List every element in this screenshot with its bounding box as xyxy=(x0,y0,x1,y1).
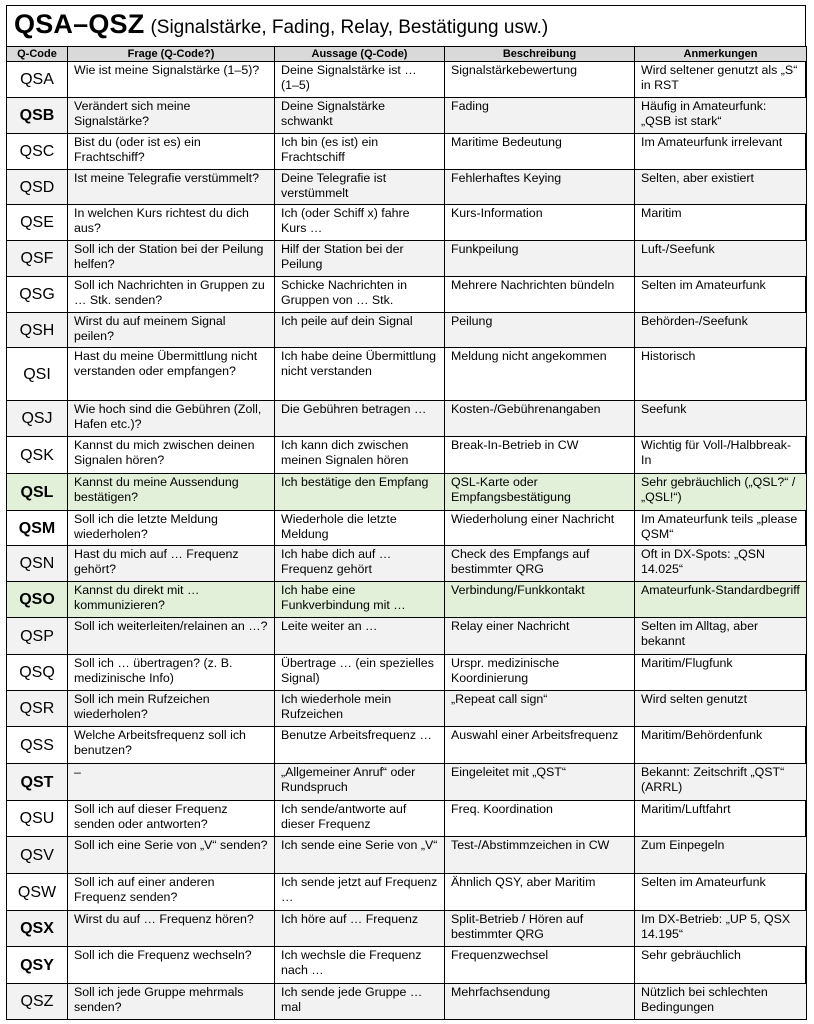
cell-frage: Ist meine Telegrafie verstümmelt? xyxy=(68,170,275,205)
cell-aussage: Ich peile auf dein Signal xyxy=(275,313,445,348)
cell-code: QST xyxy=(7,764,68,801)
cell-beschreibung: Mehrere Nachrichten bündeln xyxy=(445,277,635,313)
cell-code: QSE xyxy=(7,205,68,241)
cell-aussage: Wiederhole die letzte Meldung xyxy=(275,511,445,546)
cell-beschreibung: Freq. Koordination xyxy=(445,801,635,837)
cell-code: QSN xyxy=(7,546,68,582)
cell-anmerkungen: Luft-/Seefunk xyxy=(635,241,807,277)
table-row xyxy=(7,911,807,947)
cell-code: QSC xyxy=(7,134,68,170)
header-frage: Frage (Q-Code?) xyxy=(68,47,275,62)
cell-frage: Verändert sich meine Signalstärke? xyxy=(68,98,275,134)
cell-anmerkungen: Amateurfunk-Standardbegriff xyxy=(635,582,807,618)
cell-aussage: „Allgemeiner Anruf“ oder Rundspruch xyxy=(275,764,445,801)
cell-code: QSA xyxy=(7,62,68,98)
cell-aussage: Ich sende jede Gruppe … mal xyxy=(275,984,445,1020)
cell-beschreibung: Signalstärkebewertung xyxy=(445,62,635,98)
header-beschreibung: Beschreibung xyxy=(445,47,635,62)
page-title xyxy=(14,9,548,43)
cell-beschreibung: Kosten-/Gebührenangaben xyxy=(445,401,635,437)
table-row xyxy=(7,618,807,655)
table-row xyxy=(7,546,807,582)
cell-aussage: Schicke Nachrichten in Gruppen von … Stk. xyxy=(275,277,445,313)
cell-anmerkungen: Im DX-Betrieb: „UP 5, QSX 14.195“ xyxy=(635,911,807,947)
cell-anmerkungen: Selten, aber existiert xyxy=(635,170,807,205)
header-anmerkungen: Anmerkungen xyxy=(635,47,807,62)
cell-beschreibung: Peilung xyxy=(445,313,635,348)
cell-frage: – xyxy=(68,764,275,801)
cell-code: QSJ xyxy=(7,401,68,437)
cell-aussage: Deine Telegrafie ist verstümmelt xyxy=(275,170,445,205)
cell-anmerkungen: Nützlich bei schlechten Bedingungen xyxy=(635,984,807,1020)
cell-aussage: Leite weiter an … xyxy=(275,618,445,655)
cell-frage: Soll ich auf einer anderen Frequenz senden? xyxy=(68,874,275,911)
table-row xyxy=(7,348,807,401)
cell-frage: Hast du meine Übermittlung nicht verstanden oder empfangen? xyxy=(68,348,275,401)
table-row xyxy=(7,134,807,170)
cell-code: QSW xyxy=(7,874,68,911)
cell-beschreibung: Fehlerhaftes Keying xyxy=(445,170,635,205)
cell-code: QSR xyxy=(7,691,68,727)
cell-frage: Soll ich der Station bei der Peilung helfen? xyxy=(68,241,275,277)
table-row xyxy=(7,764,807,801)
cell-frage: Soll ich weiterleiten/relainen an …? xyxy=(68,618,275,655)
cell-beschreibung: Meldung nicht angekommen xyxy=(445,348,635,401)
cell-frage: Soll ich die Frequenz wechseln? xyxy=(68,947,275,984)
cell-code: QSB xyxy=(7,98,68,134)
cell-beschreibung: Urspr. medizinische Koordinierung xyxy=(445,655,635,691)
cell-beschreibung: „Repeat call sign“ xyxy=(445,691,635,727)
cell-beschreibung: Verbindung/Funkkontakt xyxy=(445,582,635,618)
cell-beschreibung: Funkpeilung xyxy=(445,241,635,277)
cell-aussage: Ich sende/antworte auf dieser Frequenz xyxy=(275,801,445,837)
cell-frage: Wie hoch sind die Gebühren (Zoll, Hafen etc.)? xyxy=(68,401,275,437)
cell-aussage: Ich wiederhole mein Rufzeichen xyxy=(275,691,445,727)
cell-frage: Hast du mich auf … Frequenz gehört? xyxy=(68,546,275,582)
cell-frage: Soll ich auf dieser Frequenz senden oder antworten? xyxy=(68,801,275,837)
cell-frage: Kannst du mich zwischen deinen Signalen hören? xyxy=(68,437,275,474)
cell-beschreibung: Relay einer Nachricht xyxy=(445,618,635,655)
table-row xyxy=(7,727,807,764)
cell-anmerkungen: Maritim/Behördenfunk xyxy=(635,727,807,764)
table-row xyxy=(7,947,807,984)
cell-aussage: Ich sende jetzt auf Frequenz … xyxy=(275,874,445,911)
cell-anmerkungen: Wird seltener genutzt als „S“ in RST xyxy=(635,62,807,98)
cell-anmerkungen: Sehr gebräuchlich xyxy=(635,947,807,984)
cell-anmerkungen: Seefunk xyxy=(635,401,807,437)
table-row xyxy=(7,205,807,241)
cell-aussage: Die Gebühren betragen … xyxy=(275,401,445,437)
table-body xyxy=(7,62,807,1020)
cell-code: QSO xyxy=(7,582,68,618)
table-row xyxy=(7,474,807,511)
title-subtitle: (Signalstärke, Fading, Relay, Bestätigung usw.) xyxy=(150,17,549,38)
cell-frage: Kannst du direkt mit … kommunizieren? xyxy=(68,582,275,618)
cell-anmerkungen: Im Amateurfunk teils „please QSM“ xyxy=(635,511,807,546)
cell-frage: Kannst du meine Aussendung bestätigen? xyxy=(68,474,275,511)
cell-code: QSZ xyxy=(7,984,68,1020)
table-row xyxy=(7,582,807,618)
cell-anmerkungen: Häufig in Amateurfunk: „QSB ist stark“ xyxy=(635,98,807,134)
table-row xyxy=(7,401,807,437)
cell-aussage: Ich wechsle die Frequenz nach … xyxy=(275,947,445,984)
header-q-code: Q-Code xyxy=(7,47,68,62)
cell-code: QSF xyxy=(7,241,68,277)
cell-frage: Soll ich jede Gruppe mehrmals senden? xyxy=(68,984,275,1020)
cell-code: QSP xyxy=(7,618,68,655)
title-code-range: QSA–QSZ xyxy=(14,9,145,39)
table-row xyxy=(7,874,807,911)
table-row xyxy=(7,277,807,313)
table-row xyxy=(7,98,807,134)
cell-aussage: Ich habe deine Übermittlung nicht verstanden xyxy=(275,348,445,401)
cell-beschreibung: Maritime Bedeutung xyxy=(445,134,635,170)
cell-frage: Soll ich mein Rufzeichen wiederholen? xyxy=(68,691,275,727)
cell-frage: Wie ist meine Signalstärke (1–5)? xyxy=(68,62,275,98)
cell-beschreibung: Fading xyxy=(445,98,635,134)
cell-aussage: Hilf der Station bei der Peilung xyxy=(275,241,445,277)
table-row xyxy=(7,655,807,691)
cell-aussage: Ich habe dich auf … Frequenz gehört xyxy=(275,546,445,582)
cell-code: QSU xyxy=(7,801,68,837)
cell-anmerkungen: Selten im Alltag, aber bekannt xyxy=(635,618,807,655)
cell-aussage: Ich bin (es ist) ein Frachtschiff xyxy=(275,134,445,170)
table-row xyxy=(7,62,807,98)
cell-code: QSH xyxy=(7,313,68,348)
cell-anmerkungen: Wird selten genutzt xyxy=(635,691,807,727)
cell-anmerkungen: Wichtig für Voll-/Halbbreak-In xyxy=(635,437,807,474)
cell-frage: Wirst du auf … Frequenz hören? xyxy=(68,911,275,947)
cell-code: QSD xyxy=(7,170,68,205)
cell-frage: Welche Arbeitsfrequenz soll ich benutzen? xyxy=(68,727,275,764)
cell-code: QSG xyxy=(7,277,68,313)
cell-aussage: Benutze Arbeitsfrequenz … xyxy=(275,727,445,764)
cell-code: QSX xyxy=(7,911,68,947)
cell-code: QSQ xyxy=(7,655,68,691)
cell-beschreibung: Split-Betrieb / Hören auf bestimmter QRG xyxy=(445,911,635,947)
cell-frage: Soll ich Nachrichten in Gruppen zu … Stk. senden? xyxy=(68,277,275,313)
cell-beschreibung: Frequenzwechsel xyxy=(445,947,635,984)
cell-anmerkungen: Maritim xyxy=(635,205,807,241)
cell-beschreibung: Break-In-Betrieb in CW xyxy=(445,437,635,474)
table-row xyxy=(7,691,807,727)
cell-aussage: Ich bestätige den Empfang xyxy=(275,474,445,511)
cell-aussage: Übertrage … (ein spezielles Signal) xyxy=(275,655,445,691)
cell-code: QSK xyxy=(7,437,68,474)
table-row xyxy=(7,170,807,205)
table-row xyxy=(7,511,807,546)
q-code-table xyxy=(6,46,807,1020)
table-row xyxy=(7,801,807,837)
table-row xyxy=(7,313,807,348)
cell-code: QSV xyxy=(7,837,68,874)
table-row xyxy=(7,837,807,874)
cell-anmerkungen: Behörden-/Seefunk xyxy=(635,313,807,348)
table-row xyxy=(7,984,807,1020)
cell-frage: Wirst du auf meinem Signal peilen? xyxy=(68,313,275,348)
cell-frage: Bist du (oder ist es) ein Frachtschiff? xyxy=(68,134,275,170)
cell-beschreibung: Kurs-Information xyxy=(445,205,635,241)
cell-anmerkungen: Bekannt: Zeitschrift „QST“ (ARRL) xyxy=(635,764,807,801)
cell-code: QSY xyxy=(7,947,68,984)
cell-anmerkungen: Maritim/Luftfahrt xyxy=(635,801,807,837)
cell-anmerkungen: Oft in DX-Spots: „QSN 14.025“ xyxy=(635,546,807,582)
cell-beschreibung: Auswahl einer Arbeitsfrequenz xyxy=(445,727,635,764)
cell-aussage: Ich (oder Schiff x) fahre Kurs … xyxy=(275,205,445,241)
table-row xyxy=(7,437,807,474)
cell-aussage: Ich sende eine Serie von „V“ xyxy=(275,837,445,874)
cell-aussage: Ich höre auf … Frequenz xyxy=(275,911,445,947)
cell-frage: Soll ich die letzte Meldung wiederholen? xyxy=(68,511,275,546)
cell-anmerkungen: Sehr gebräuchlich („QSL?“ / „QSL!“) xyxy=(635,474,807,511)
cell-aussage: Ich kann dich zwischen meinen Signalen hören xyxy=(275,437,445,474)
cell-beschreibung: Check des Empfangs auf bestimmter QRG xyxy=(445,546,635,582)
cell-anmerkungen: Selten im Amateurfunk xyxy=(635,277,807,313)
header-aussage: Aussage (Q-Code) xyxy=(275,47,445,62)
cell-beschreibung: QSL-Karte oder Empfangsbestätigung xyxy=(445,474,635,511)
cell-beschreibung: Test-/Abstimmzeichen in CW xyxy=(445,837,635,874)
cell-frage: In welchen Kurs richtest du dich aus? xyxy=(68,205,275,241)
cell-code: QSL xyxy=(7,474,68,511)
cell-beschreibung: Ähnlich QSY, aber Maritim xyxy=(445,874,635,911)
table-row xyxy=(7,241,807,277)
cell-code: QSM xyxy=(7,511,68,546)
cell-anmerkungen: Im Amateurfunk irrelevant xyxy=(635,134,807,170)
cell-anmerkungen: Zum Einpegeln xyxy=(635,837,807,874)
cell-frage: Soll ich eine Serie von „V“ senden? xyxy=(68,837,275,874)
cell-aussage: Ich habe eine Funkverbindung mit … xyxy=(275,582,445,618)
cell-anmerkungen: Maritim/Flugfunk xyxy=(635,655,807,691)
cell-aussage: Deine Signalstärke schwankt xyxy=(275,98,445,134)
cell-aussage: Deine Signalstärke ist … (1–5) xyxy=(275,62,445,98)
cell-frage: Soll ich … übertragen? (z. B. medizinische Info) xyxy=(68,655,275,691)
cell-anmerkungen: Selten im Amateurfunk xyxy=(635,874,807,911)
cell-beschreibung: Mehrfachsendung xyxy=(445,984,635,1020)
cell-code: QSS xyxy=(7,727,68,764)
cell-anmerkungen: Historisch xyxy=(635,348,807,401)
table-header-row xyxy=(7,47,807,62)
cell-beschreibung: Eingeleitet mit „QST“ xyxy=(445,764,635,801)
cell-code: QSI xyxy=(7,348,68,401)
cell-beschreibung: Wiederholung einer Nachricht xyxy=(445,511,635,546)
